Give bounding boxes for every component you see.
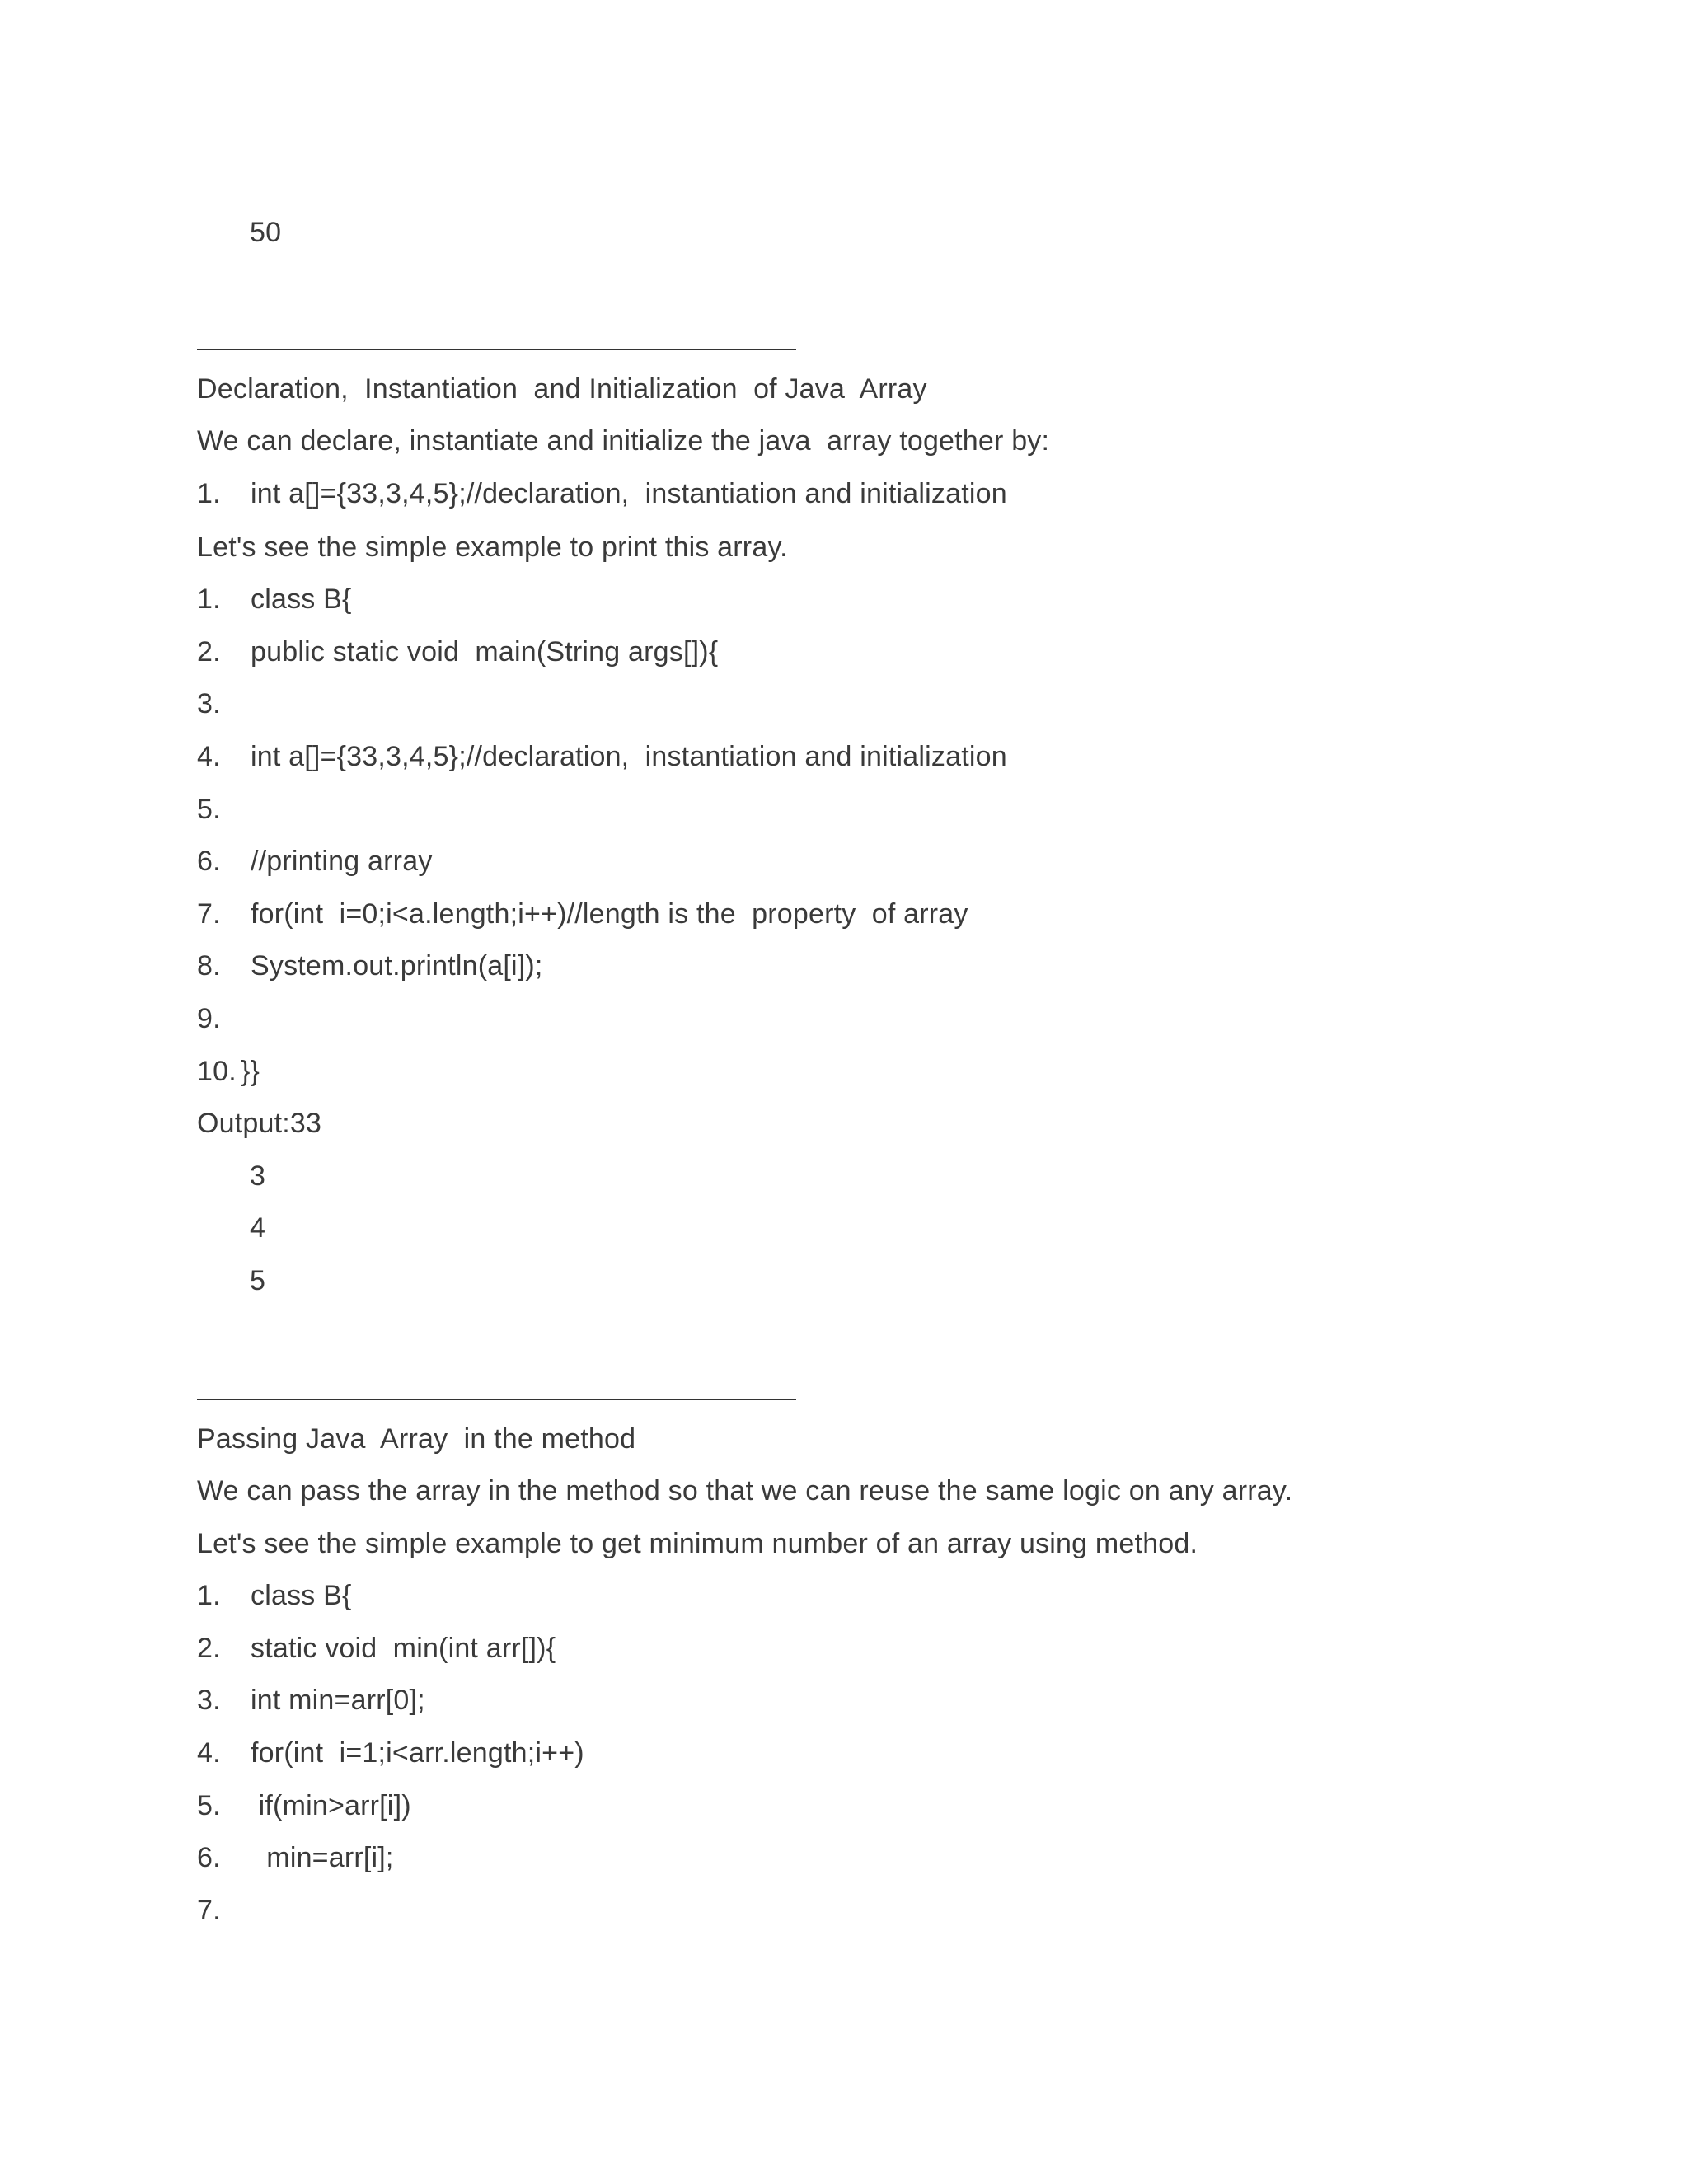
line-number: 7. [197,1895,221,1926]
line-number: 2. [197,636,221,668]
code-text: int a[]={33,3,4,5};//declaration, instantiation and initialization [251,478,1007,509]
line-number: 1. [197,478,221,509]
line-number: 1. [197,583,221,615]
line-number: 4. [197,1737,221,1769]
code-text: int a[]={33,3,4,5};//declaration, instantiation and initialization [251,741,1007,772]
code-text: min=arr[i]; [251,1842,394,1873]
section-intro: We can pass the array in the method so that we can reuse the same logic on any array. [197,1475,1293,1507]
line-number: 3. [197,1685,221,1716]
output-value: 3 [250,1160,266,1192]
line-number: 10. [197,1056,237,1087]
output-value-50: 50 [250,217,282,248]
output-value: 5 [250,1265,266,1296]
code-text: for(int i=0;i<a.length;i++)//length is the property of array [251,898,968,930]
line-number: 7. [197,898,221,930]
line-number: 4. [197,741,221,772]
example-lead: Let's see the simple example to print this array. [197,532,788,563]
section-heading-declaration: Declaration, Instantiation and Initialization of Java Array [197,373,927,405]
section-intro: We can declare, instantiate and initialize the java array together by: [197,425,1050,457]
line-number: 5. [197,1790,221,1821]
line-number: 8. [197,950,221,982]
code-text: System.out.println(a[i]); [251,950,543,982]
code-text: public static void main(String args[]){ [251,636,719,668]
line-number: 6. [197,1842,221,1873]
line-number: 9. [197,1003,221,1034]
output-label: Output:33 [197,1108,322,1139]
code-text: }} [241,1056,260,1087]
code-text: class B{ [251,1580,352,1611]
output-value: 4 [250,1212,266,1244]
section-divider-2 [197,1399,796,1400]
section-heading-passing-array: Passing Java Array in the method [197,1423,636,1455]
line-number: 3. [197,688,221,719]
section-divider-1 [197,349,796,350]
code-text: if(min>arr[i]) [251,1790,411,1821]
code-text: //printing array [251,846,433,877]
code-text: for(int i=1;i<arr.length;i++) [251,1737,584,1769]
line-number: 2. [197,1633,221,1664]
code-text: int min=arr[0]; [251,1685,425,1716]
example-lead: Let's see the simple example to get minimum number of an array using method. [197,1528,1198,1559]
line-number: 5. [197,794,221,825]
code-text: static void min(int arr[]){ [251,1633,556,1664]
line-number: 6. [197,846,221,877]
line-number: 1. [197,1580,221,1611]
code-text: class B{ [251,583,352,615]
code-line [197,1894,229,2026]
